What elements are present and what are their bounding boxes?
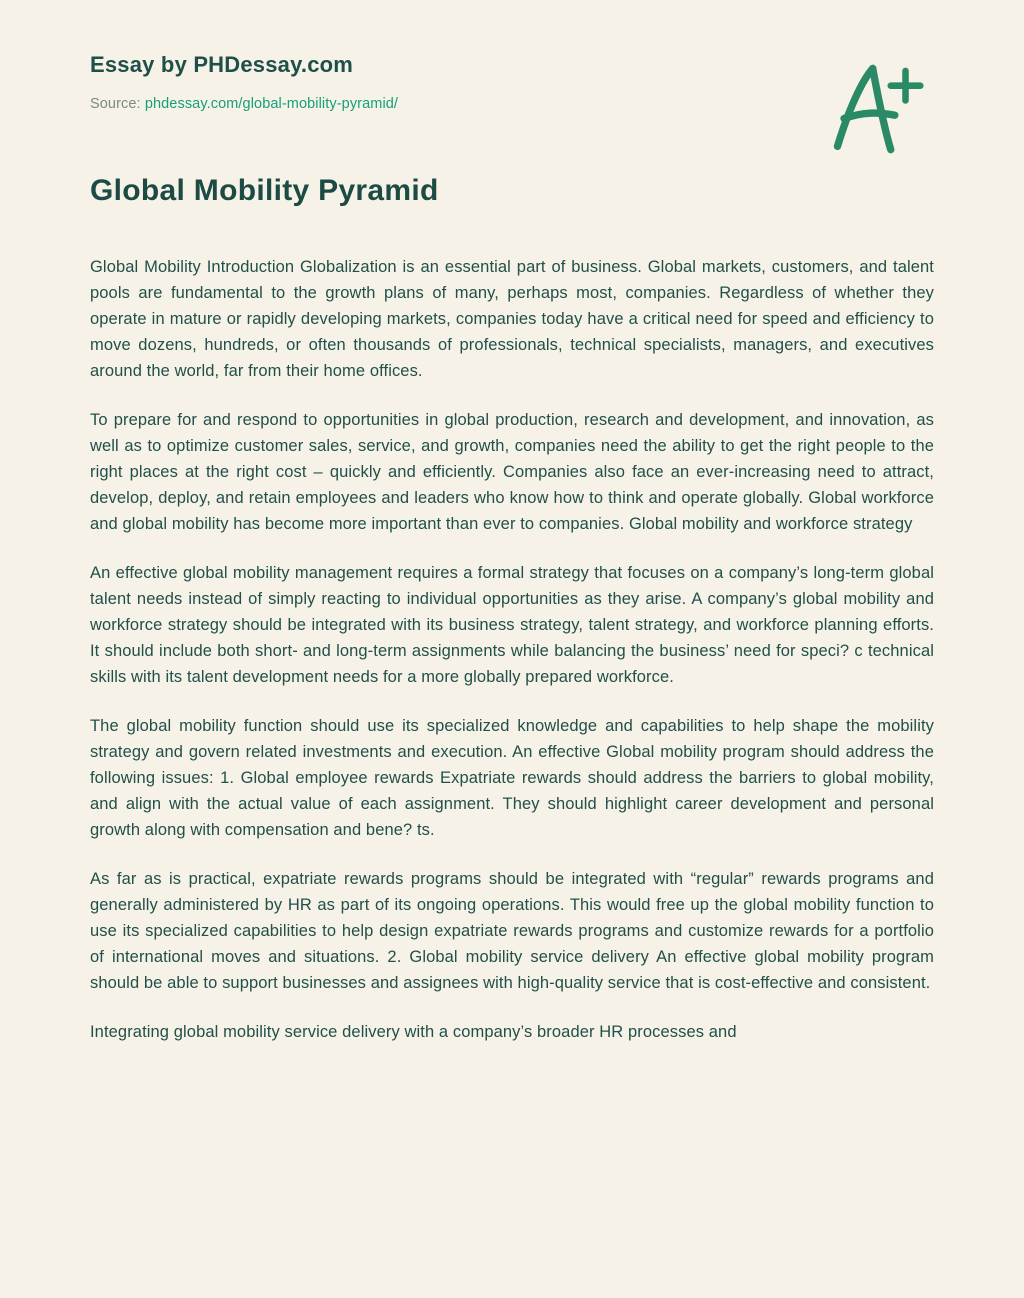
essay-body <box>90 254 934 1045</box>
essay-paragraph-5: As far as is practical, expatriate rewards programs should be integrated with “regular” rewards programs and generally administered by HR as part of its ongoing operations. This would free up the global mobility function to use its specialized capabilities to help design expatriate rewards programs and customize rewards for a portfolio of international moves and situations. 2. Global mobility service delivery An effective global mobility program should be able to support businesses and assignees with high-quality service that is cost-effective and consistent. <box>90 870 934 992</box>
essay-paragraph-6: Integrating global mobility service delivery with a company’s broader HR processes and <box>90 1023 737 1041</box>
source-line <box>90 96 934 112</box>
source-label: Source: <box>90 96 141 112</box>
essay-title: Global Mobility Pyramid <box>90 174 439 207</box>
phdessay-a-plus-logo-icon <box>826 52 926 162</box>
page-header <box>90 52 934 112</box>
source-link[interactable]: phdessay.com/global-mobility-pyramid/ <box>144 96 399 112</box>
essay-paragraph-4: The global mobility function should use its specialized knowledge and capabilities to help shape the mobility strategy and govern related investments and execution. An effective Global mobility program should address the following issues: 1. Global employee rewards Expatriate rewards should address the barriers to global mobility, and align with the actual value of each assignment. They should highlight career development and personal growth along with compensation and bene? ts. <box>90 717 934 839</box>
essay-paragraph-2: To prepare for and respond to opportunities in global production, research and development, and innovation, as well as to optimize customer sales, service, and growth, companies need the ability to get the right people to the right places at the right cost – quickly and efficiently. Companies also face an ever-increasing need to attract, develop, deploy, and retain employees and leaders who know how to think and operate globally. Global workforce and global mobility has become more important than ever to companies. Global mobility and workforce strategy <box>90 411 934 533</box>
essay-paragraph-1: Global Mobility Introduction Globalization is an essential part of business. Global markets, customers, and talent pools are fundamental to the growth plans of many, perhaps most, companies. Regardless of whether they operate in mature or rapidly developing markets, companies today have a critical need for speed and efficiency to move dozens, hundreds, or often thousands of professionals, technical specialists, managers, and executives around the world, far from their home offices. <box>90 258 934 380</box>
essay-paragraph-3: An effective global mobility management requires a formal strategy that focuses on a company’s long-term global talent needs instead of simply reacting to individual opportunities as they arise. A company’s global mobility and workforce strategy should be integrated with its business strategy, talent strategy, and workforce planning efforts. It should include both short- and long-term assignments while balancing the business’ need for speci? c technical skills with its talent development needs for a more globally prepared workforce. <box>90 564 934 686</box>
byline: Essay by PHDessay.com <box>90 52 354 77</box>
